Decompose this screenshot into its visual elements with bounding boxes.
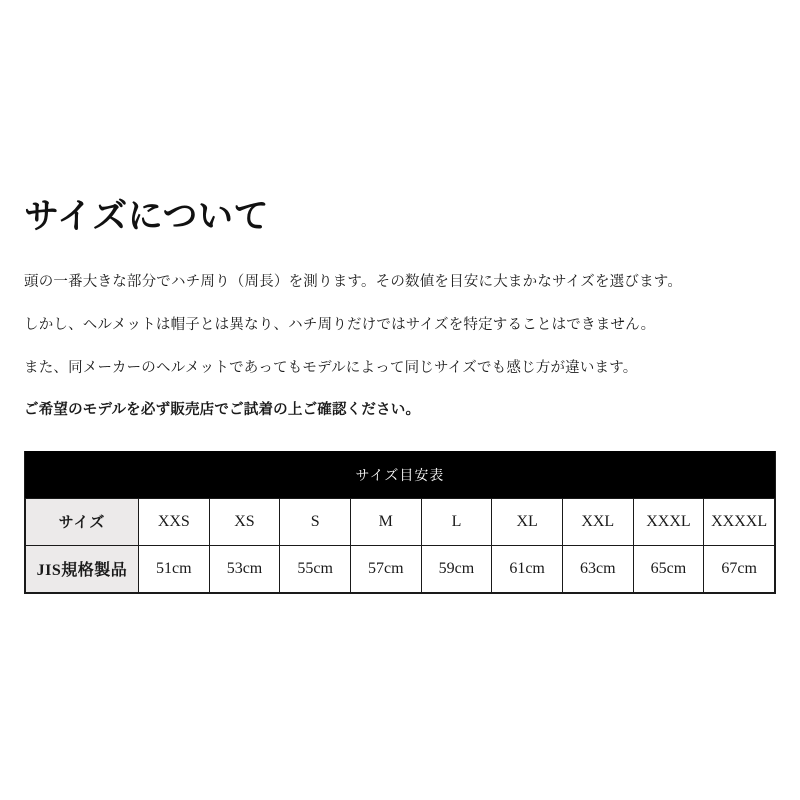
size-table-head xyxy=(26,498,775,545)
intro-paragraph-2: しかし、ヘルメットは帽子とは異なり、ハチ周りだけではサイズを特定することはできません。 xyxy=(24,316,656,333)
header-cell-m: M xyxy=(350,498,421,545)
size-table-body xyxy=(26,545,775,592)
intro-paragraph-1: 頭の一番大きな部分でハチ周り（周長）を測ります。その数値を目安に大まかなサイズを選びます。 xyxy=(24,274,683,290)
cell-jis-m: 57cm xyxy=(350,545,421,592)
cell-jis-xxs: 51cm xyxy=(139,545,210,592)
header-cell-xxs: XXS xyxy=(139,498,210,545)
header-cell-size-label: サイズ xyxy=(26,498,139,545)
cell-jis-xl: 61cm xyxy=(492,545,563,592)
header-cell-xl: XL xyxy=(492,498,563,545)
size-guide-table xyxy=(25,451,775,593)
cell-jis-s: 55cm xyxy=(280,545,351,592)
cell-jis-l: 59cm xyxy=(421,545,492,592)
table-header-row xyxy=(26,498,775,545)
table-row xyxy=(26,545,775,592)
cell-jis-xxl: 63cm xyxy=(562,545,633,592)
header-cell-s: S xyxy=(280,498,351,545)
content-area xyxy=(24,196,776,594)
size-table-caption: サイズ目安表 xyxy=(25,451,775,498)
intro-paragraph-4: ご希望のモデルを必ず販売店でご試着の上ご確認ください。 xyxy=(24,402,421,419)
row-label-jis: JIS規格製品 xyxy=(26,545,139,592)
header-cell-xxl: XXL xyxy=(562,498,633,545)
intro-paragraph-3: また、同メーカーのヘルメットであってもモデルによって同じサイズでも感じ方が違います。 xyxy=(24,359,638,376)
cell-jis-xxxl: 65cm xyxy=(633,545,704,592)
size-table-container xyxy=(24,451,776,594)
cell-jis-xxxxl: 67cm xyxy=(704,545,775,592)
header-cell-xxxl: XXXL xyxy=(633,498,704,545)
header-cell-xs: XS xyxy=(209,498,280,545)
page-title: サイズについて xyxy=(24,197,270,236)
header-cell-xxxxl: XXXXL xyxy=(704,498,775,545)
header-cell-l: L xyxy=(421,498,492,545)
cell-jis-xs: 53cm xyxy=(209,545,280,592)
